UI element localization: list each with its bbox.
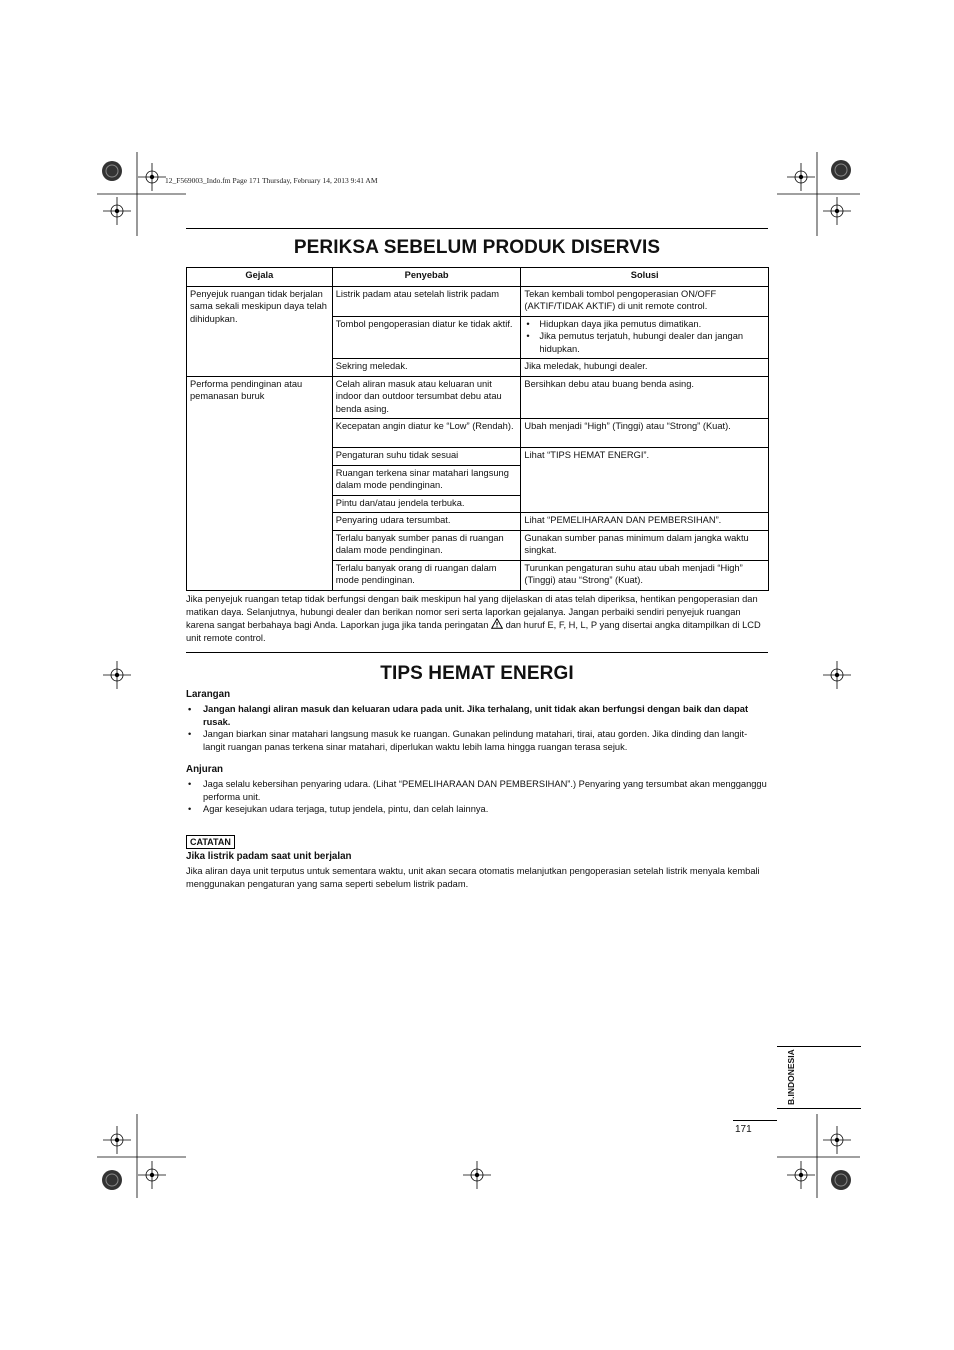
sidebar-bottom-rule xyxy=(777,1108,861,1109)
service-note-text-2: dan huruf E, F, H, L, P yang disertai angka ditampilkan di LCD unit remote control. xyxy=(186,620,761,644)
service-note-paragraph xyxy=(186,593,768,645)
cause-cell: Terlalu banyak orang di ruangan dalam mode pendinginan. xyxy=(332,560,521,590)
col-header-solusi: Solusi xyxy=(521,268,769,287)
table-row xyxy=(187,376,769,419)
language-tab-label: B.INDONESIA xyxy=(786,1049,796,1105)
crop-mark-bottom-left xyxy=(97,1114,186,1198)
cause-cell: Listrik padam atau setelah listrik padam xyxy=(332,286,521,316)
solution-cell: Tekan kembali tombol pengoperasian ON/OFF (AKTIF/TIDAK AKTIF) di unit remote control. xyxy=(521,286,769,316)
catatan-text: Jika aliran daya unit terputus untuk sementara waktu, unit akan secara otomatis melanjutkan pengoperasian setelah listrik menyala kembali menggunakan pengaturan yang sama seperti sebelum listrik padam. xyxy=(186,866,760,889)
solution-cell xyxy=(521,316,769,359)
troubleshooting-table xyxy=(186,267,769,591)
service-note-text-1: Jika penyejuk ruangan tetap tidak berfungsi dengan baik meskipun hal yang dijelaskan di atas telah diperiksa, hentikan pengoperasian dan matikan daya. Selanjutnya, hubungi dealer dan berikan nomor seri serta laporkan gejalanya. Jangan perbaiki sendiri penyejuk ruangan karena sangat berbahaya bagi Anda. Laporkan juga jika tanda peringatan xyxy=(186,594,758,631)
page-number-rule xyxy=(733,1120,777,1121)
col-header-penyebab: Penyebab xyxy=(332,268,521,287)
larangan-heading: Larangan xyxy=(186,689,231,700)
table-header-row xyxy=(187,268,769,287)
cause-cell: Penyaring udara tersumbat. xyxy=(332,513,521,531)
solution-cell: Gunakan sumber panas minimum dalam jangka waktu singkat. xyxy=(521,530,769,560)
table-row xyxy=(187,286,769,316)
cause-cell: Kecepatan angin diatur ke “Low” (Rendah). xyxy=(332,419,521,448)
crop-mark-bottom-center xyxy=(463,1161,491,1189)
solution-bullet: • Jika pemutus terjatuh, hubungi dealer dan jangan hidupkan. xyxy=(539,330,765,355)
cause-cell: Sekring meledak. xyxy=(332,359,521,377)
list-item: • Jaga selalu kebersihan penyaring udara. (Lihat “PEMELIHARAAN DAN PEMBERSIHAN”.) Penyaring yang tersumbat akan mengganggu performa unit. xyxy=(186,778,768,803)
list-item: • Jangan biarkan sinar matahari langsung masuk ke ruangan. Gunakan pelindung matahari, tirai, atau gorden. Jika dinding dan langit-langit ruangan panas terkena sinar matahari, diperlukan waktu lebih lama hingga ruangan terasa sejuk. xyxy=(186,728,768,753)
solution-cell: Lihat “TIPS HEMAT ENERGI”. xyxy=(521,448,769,513)
larangan-list xyxy=(186,703,768,753)
crop-mark-bottom-right xyxy=(777,1114,860,1198)
cause-cell: Pengaturan suhu tidak sesuai xyxy=(332,448,521,466)
section2-top-rule xyxy=(186,652,768,653)
anjuran-heading: Anjuran xyxy=(186,764,224,775)
cause-cell: Tombol pengoperasian diatur ke tidak aktif. xyxy=(332,316,521,359)
solution-cell: Turunkan pengaturan suhu atau ubah menjadi “High” (Tinggi) atau “Strong” (Kuat). xyxy=(521,560,769,590)
col-header-gejala: Gejala xyxy=(187,268,333,287)
list-item: • Agar kesejukan udara terjaga, tutup jendela, pintu, dan celah lainnya. xyxy=(186,803,768,816)
symptom-cell: Performa pendinginan atau pemanasan buruk xyxy=(187,376,333,590)
solution-cell: Bersihkan debu atau buang benda asing. xyxy=(521,376,769,419)
solution-bullet: • Hidupkan daya jika pemutus dimatikan. xyxy=(539,318,765,331)
page-number: 171 xyxy=(735,1124,752,1135)
cause-cell: Ruangan terkena sinar matahari langsung dalam mode pendinginan. xyxy=(332,465,521,495)
section2-title: TIPS HEMAT ENERGI xyxy=(380,663,574,684)
section1-top-rule xyxy=(186,228,768,229)
solution-cell: Jika meledak, hubungi dealer. xyxy=(521,359,769,377)
section1-title: PERIKSA SEBELUM PRODUK DISERVIS xyxy=(293,237,661,258)
crop-mark-top-left xyxy=(97,152,186,236)
catatan-heading: Jika listrik padam saat unit berjalan xyxy=(186,851,352,862)
solution-cell: Lihat “PEMELIHARAAN DAN PEMBERSIHAN”. xyxy=(521,513,769,531)
cause-cell: Celah aliran masuk atau keluaran unit indoor dan outdoor tersumbat debu atau benda asing. xyxy=(332,376,521,419)
cause-cell: Terlalu banyak sumber panas di ruangan dalam mode pendinginan. xyxy=(332,530,521,560)
solution-cell: Ubah menjadi “High” (Tinggi) atau “Strong” (Kuat). xyxy=(521,419,769,448)
sidebar-top-rule xyxy=(777,1046,861,1047)
crop-mark-mid-right xyxy=(823,661,851,689)
warning-triangle-icon xyxy=(491,618,503,629)
file-info-header: 12_F569003_Indo.fm Page 171 Thursday, February 14, 2013 9:41 AM xyxy=(165,176,378,185)
anjuran-list xyxy=(186,778,768,816)
catatan-label: CATATAN xyxy=(186,835,235,849)
crop-mark-top-right xyxy=(777,152,860,236)
crop-mark-mid-left xyxy=(103,661,131,689)
cause-cell: Pintu dan/atau jendela terbuka. xyxy=(332,495,521,513)
symptom-cell: Penyejuk ruangan tidak berjalan sama sekali meskipun daya telah dihidupkan. xyxy=(187,286,333,376)
list-item: • Jangan halangi aliran masuk dan keluaran udara pada unit. Jika terhalang, unit tidak akan berfungsi dengan baik dan dapat rusak. xyxy=(186,703,768,728)
